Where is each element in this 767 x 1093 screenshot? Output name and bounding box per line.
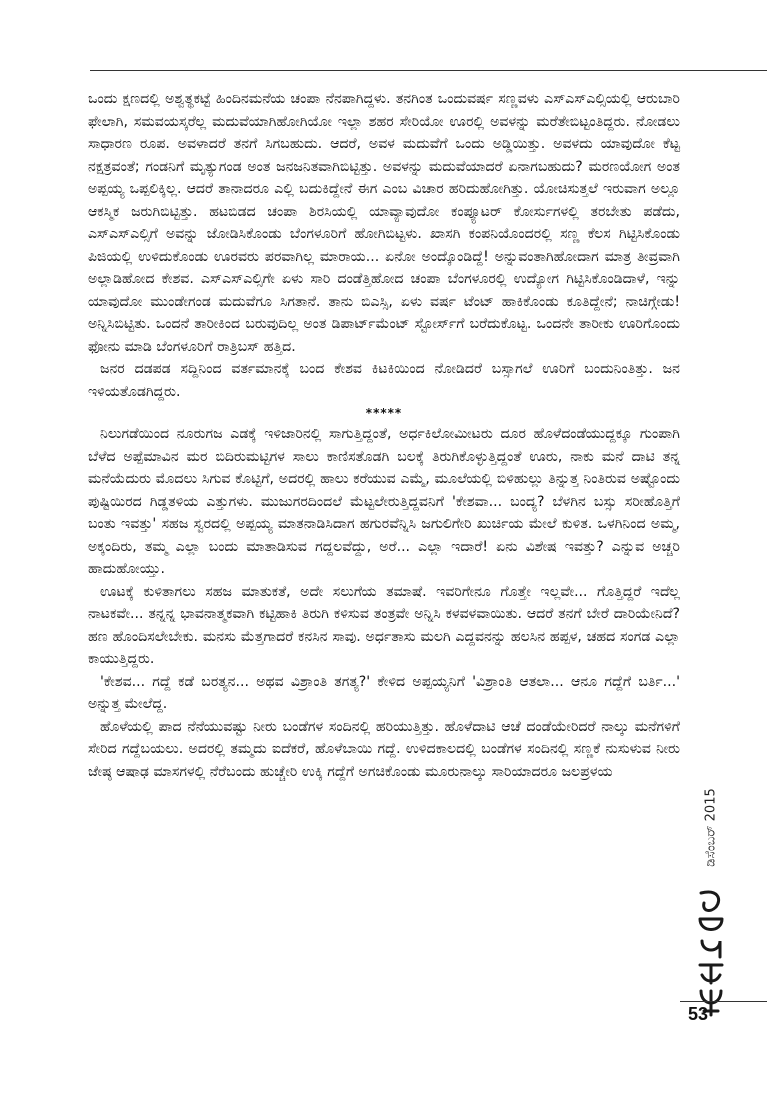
top-rule: [90, 70, 767, 71]
issue-date: [691, 775, 731, 880]
paragraph-6: ಹೊಳೆಯಲ್ಲಿ ಪಾದ ನೆನೆಯುವಷ್ಟು ನೀರು ಬಂಡೆಗಳ ಸಂದಿನಲ್ಲಿ ಹರಿಯುತ್ತಿತ್ತು. ಹೊಳೆದಾಟಿ ಆಚೆ ದಂಡೆಯೇರಿದರೆ ನಾಲ್ಕು ಮನೆಗಳಿಗೆ ಸೇರಿದ ಗದ್ದೆಬಯಲು. ಅದರಲ್ಲಿ ತಮ್ಮದು ಐದೆಕರೆ, ಹೊಳೆಬಾಯಿ ಗದ್ದೆ. ಉಳಿದಕಾಲದಲ್ಲಿ ಬಂಡೆಗಳ ಸಂದಿನಲ್ಲಿ ಸಣ್ಣಕೆ ನುಸುಳುವ ನೀರು ಜೇಷ್ಠ ಆಷಾಢ ಮಾಸಗಳಲ್ಲಿ ನೆರೆಬಂದು ಹುಚ್ಚೇರಿ ಉಕ್ಕಿ ಗದ್ದೆಗೆ ಅಗಚಿಕೊಂಡು ಮೂರುನಾಲ್ಕು ಸಾರಿಯಾದರೂ ಜಲಪ್ರಳಯ: [88, 718, 680, 780]
magazine-logo: [696, 885, 726, 1020]
magazine-side-strip: [691, 775, 731, 1020]
paragraph-4: ಊಟಕ್ಕೆ ಕುಳಿತಾಗಲು ಸಹಜ ಮಾತುಕತೆ, ಅದೇ ಸಲುಗೆಯ ತಮಾಷೆ. ಇವರಿಗೇನೂ ಗೊತ್ತೇ ಇಲ್ಲವೇ... ಗೊತ್ತಿದ್ದರೆ ಇದೆಲ್ಲ ನಾಟಕವೇ... ತನ್ನನ್ನ ಭಾವನಾತ್ಮಕವಾಗಿ ಕಟ್ಟಿಹಾಕಿ ತಿರುಗಿ ಕಳಿಸುವ ತಂತ್ರವೇ ಅನ್ನಿಸಿ ಕಳವಳವಾಯಿತು. ಆದರೆ ತನಗೆ ಬೇರೆ ದಾರಿಯೇನಿದೆ? ಹಣ ಹೊಂದಿಸಲೇಬೇಕು. ಮನಸು ಮೆತ್ತಗಾದರೆ ಕನಸಿನ ಸಾವು. ಅರ್ಧತಾಸು ಮಲಗಿ ಎದ್ದವನನ್ನು ಹಲಸಿನ ಹಪ್ಪಳ, ಚಹದ ಸಂಗಡ ಎಲ್ಲಾ ಕಾಯುತ್ತಿದ್ದರು.: [88, 583, 680, 667]
paragraph-1: ಒಂದು ಕ್ಷಣದಲ್ಲಿ ಅಶ್ವತ್ಥಕಟ್ಟೆ ಹಿಂದಿನಮನೆಯ ಚಂಪಾ ನೆನಪಾಗಿದ್ದಳು. ತನಗಿಂತ ಒಂದುವರ್ಷ ಸಣ್ಣವಳು ಎಸ್‌ಎಸ್‌ಎಲ್ಸಿಯಲ್ಲಿ ಆರುಬಾರಿ ಫೇಲಾಗಿ, ಸಮವಯಸ್ಕರೆಲ್ಲ ಮದುವೆಯಾಗಿಹೋಗಿಯೋ ಇಲ್ಲಾ ಶಹರ ಸೇರಿಯೋ ಊರಲ್ಲಿ ಅವಳನ್ನು ಮರೆತೇಬಿಟ್ಟಂತಿದ್ದರು. ನೋಡಲು ಸಾಧಾರಣ ರೂಪ. ಅವಳಾದರೆ ತನಗೆ ಸಿಗಬಹುದು. ಆದರೆ, ಅವಳ ಮದುವೆಗೆ ಒಂದು ಅಡ್ಡಿಯಿತ್ತು. ಅವಳದು ಯಾವುದೋ ಕೆಟ್ಟ ನಕ್ಷತ್ರವಂತೆ; ಗಂಡನಿಗೆ ಮೃತ್ಯುಗಂಡ ಅಂತ ಜನಜನಿತವಾಗಿಬಿಟ್ಟಿತ್ತು. ಅವಳನ್ನು ಮದುವೆಯಾದರೆ ಏನಾಗಬಹುದು? ಮರಣಯೋಗ ಅಂತ ಅಪ್ಪಯ್ಯ ಒಪ್ಪಲಿಕ್ಕಿಲ್ಲ. ಆದರೆ ತಾನಾದರೂ ಎಲ್ಲಿ ಬದುಕಿದ್ದೇನೆ ಈಗ ಎಂಬ ವಿಚಾರ ಹರಿದುಹೋಗಿತ್ತು. ಯೋಚಿಸುತ್ತಲೆ ಇರುವಾಗ ಅಲ್ಲೂ ಆಕಸ್ಮಿಕ ಜರುಗಿಬಿಟ್ಟಿತ್ತು. ಹಟಬಿಡದ ಚಂಪಾ ಶಿರಸಿಯಲ್ಲಿ ಯಾವ್ಯಾವುದೋ ಕಂಪ್ಯೂಟರ್ ಕೋರ್ಸುಗಳಲ್ಲಿ ತರಬೇತು ಪಡೆದು, ಎಸ್‌ಎಸ್‌ಎಲ್ಸಿಗೆ ಅವನ್ನು ಜೋಡಿಸಿಕೊಂಡು ಬೆಂಗಳೂರಿಗೆ ಹೋಗಿಬಿಟ್ಟಳು. ಖಾಸಗಿ ಕಂಪನಿಯೊಂದರಲ್ಲಿ ಸಣ್ಣ ಕೆಲಸ ಗಿಟ್ಟಿಸಿಕೊಂಡು ಪಿಜಿಯಲ್ಲಿ ಉಳಿದುಕೊಂಡು ಊರವರು ಪರವಾಗಿಲ್ಲ ಮಾರಾಯ... ಏನೋ ಅಂದ್ಕೊಂಡಿದ್ದೆ! ಅನ್ನುವಂತಾಗಿಹೋದಾಗ ಮಾತ್ರ ತೀವ್ರವಾಗಿ ಅಲ್ಲಾಡಿಹೋದ ಕೇಶವ. ಎಸ್‌ಎಸ್‌ಎಲ್ಸಿಗೇ ಏಳು ಸಾರಿ ದಂಡೆತ್ತಿಹೋದ ಚಂಪಾ ಬೆಂಗಳೂರಲ್ಲಿ ಉದ್ಯೋಗ ಗಿಟ್ಟಿಸಿಕೊಂಡಿದಾಳೆ, ಇನ್ನು ಯಾವುದೋ ಮುಂಡೇಗಂಡ ಮದುವೆಗೂ ಸಿಗತಾನೆ. ತಾನು ಬಿಎಸ್ಸಿ, ಏಳು ವರ್ಷ ಟೆಂಟ್ ಹಾಕಿಕೊಂಡು ಕೂತಿದ್ದೇನೆ; ನಾಚಿಗ್ಗೇಡು! ಅನ್ನಿಸಿಬಿಟ್ಟಿತು. ಒಂದನೆ ತಾರೀಕಿಂದ ಬರುವುದಿಲ್ಲ ಅಂತ ಡಿಪಾರ್ಟ್‌ಮೆಂಟ್ ಸ್ಟೋರ್ಸ್‌ಗೆ ಬರೆದುಕೊಟ್ಟ. ಒಂದನೇ ತಾರೀಕು ಊರಿಗೊಂದು ಫೋನು ಮಾಡಿ ಬೆಂಗಳೂರಿಗೆ ರಾತ್ರಿಬಸ್ ಹತ್ತಿದ.: [88, 91, 680, 355]
paragraph-5: 'ಕೇಶವ... ಗದ್ದೆ ಕಡೆ ಬರತ್ಯನ... ಅಥವ ವಿಶ್ರಾಂತಿ ತಗತ್ಯ?' ಕೇಳಿದ ಅಪ್ಪಯ್ಯನಿಗೆ 'ವಿಶ್ರಾಂತಿ ಆತಲಾ... ಆನೂ ಗದ್ದೆಗೆ ಬರ್ತಿ...' ಅನ್ನುತ್ತ ಮೇಲೆದ್ದ.: [88, 673, 680, 712]
paragraph-2: ಜನರ ದಡಪಡ ಸದ್ದಿನಿಂದ ವರ್ತಮಾನಕ್ಕೆ ಬಂದ ಕೇಶವ ಕಿಟಕಿಯಿಂದ ನೋಡಿದರೆ ಬಸ್ಸಾಗಲೆ ಊರಿಗೆ ಬಂದುನಿಂತಿತ್ತು. ಜನ ಇಳಿಯತೊಡಗಿದ್ದರು.: [88, 361, 680, 400]
paragraph-3: ನಿಲುಗಡೆಯಿಂದ ನೂರುಗಜ ಎಡಕ್ಕೆ ಇಳಿಜಾರಿನಲ್ಲಿ ಸಾಗುತ್ತಿದ್ದಂತೆ, ಅರ್ಧಕಿಲೋಮೀಟರು ದೂರ ಹೊಳೆದಂಡೆಯುದ್ದಕ್ಕೂ ಗುಂಪಾಗಿ ಬೆಳೆದ ಅಪ್ಪೆಮಾವಿನ ಮರ ಬಿದಿರುಮಟ್ಟಿಗಳ ಸಾಲು ಕಾಣಿಸತೊಡಗಿ ಬಲಕ್ಕೆ ತಿರುಗಿಕೊಳ್ಳುತ್ತಿದ್ದಂತೆ ಊರು, ನಾಕು ಮನೆ ದಾಟಿ ತನ್ನ ಮನೆಯೆದುರು ಮೊದಲು ಸಿಗುವ ಕೊಟ್ಟಿಗೆ, ಅದರಲ್ಲಿ ಹಾಲು ಕರೆಯುವ ಎಮ್ಮೆ, ಮೂಲೆಯಲ್ಲಿ ಬಿಳಿಹುಲ್ಲು ತಿನ್ನುತ್ತ ನಿಂತಿರುವ ಅಷ್ಟೊಂದು ಪುಷ್ಟಿಯಿರದ ಗಿಡ್ಡತಳಿಯ ಎತ್ತುಗಳು. ಮುಜುಗರದಿಂದಲೆ ಮೆಟ್ಟಲೇರುತ್ತಿದ್ದವನಿಗೆ 'ಕೇಶವಾ... ಬಂದ್ಯ? ಬೆಳಗಿನ ಬಸ್ಸು ಸರೀಹೊತ್ತಿಗೆ ಬಂತು ಇವತ್ತು' ಸಹಜ ಸ್ವರದಲ್ಲಿ ಅಪ್ಪಯ್ಯ ಮಾತನಾಡಿಸಿದಾಗ ಹಗುರವೆನ್ನಿಸಿ ಜಗುಲಿಗೇರಿ ಖುರ್ಚಿಯ ಮೇಲೆ ಕುಳಿತ. ಒಳಗಿನಿಂದ ಅಮ್ಮ, ಅಕ್ಕಂದಿರು, ತಮ್ಮ ಎಲ್ಲಾ ಬಂದು ಮಾತಾಡಿಸುವ ಗದ್ದಲವೆದ್ದು, ಅರೆ... ಎಲ್ಲಾ ಇದಾರೆ! ಏನು ವಿಶೇಷ ಇವತ್ತು? ಎನ್ನುವ ಅಚ್ಚರಿ ಹಾದುಹೋಯ್ತು.: [88, 426, 680, 577]
page-number: 53: [688, 1004, 709, 1024]
section-separator: *****: [365, 406, 403, 420]
issue-date-text: ಡಿಸೆಂಬರ್ 2015: [703, 788, 719, 867]
bottom-rule: [680, 1001, 767, 1002]
article-body: [88, 88, 680, 783]
